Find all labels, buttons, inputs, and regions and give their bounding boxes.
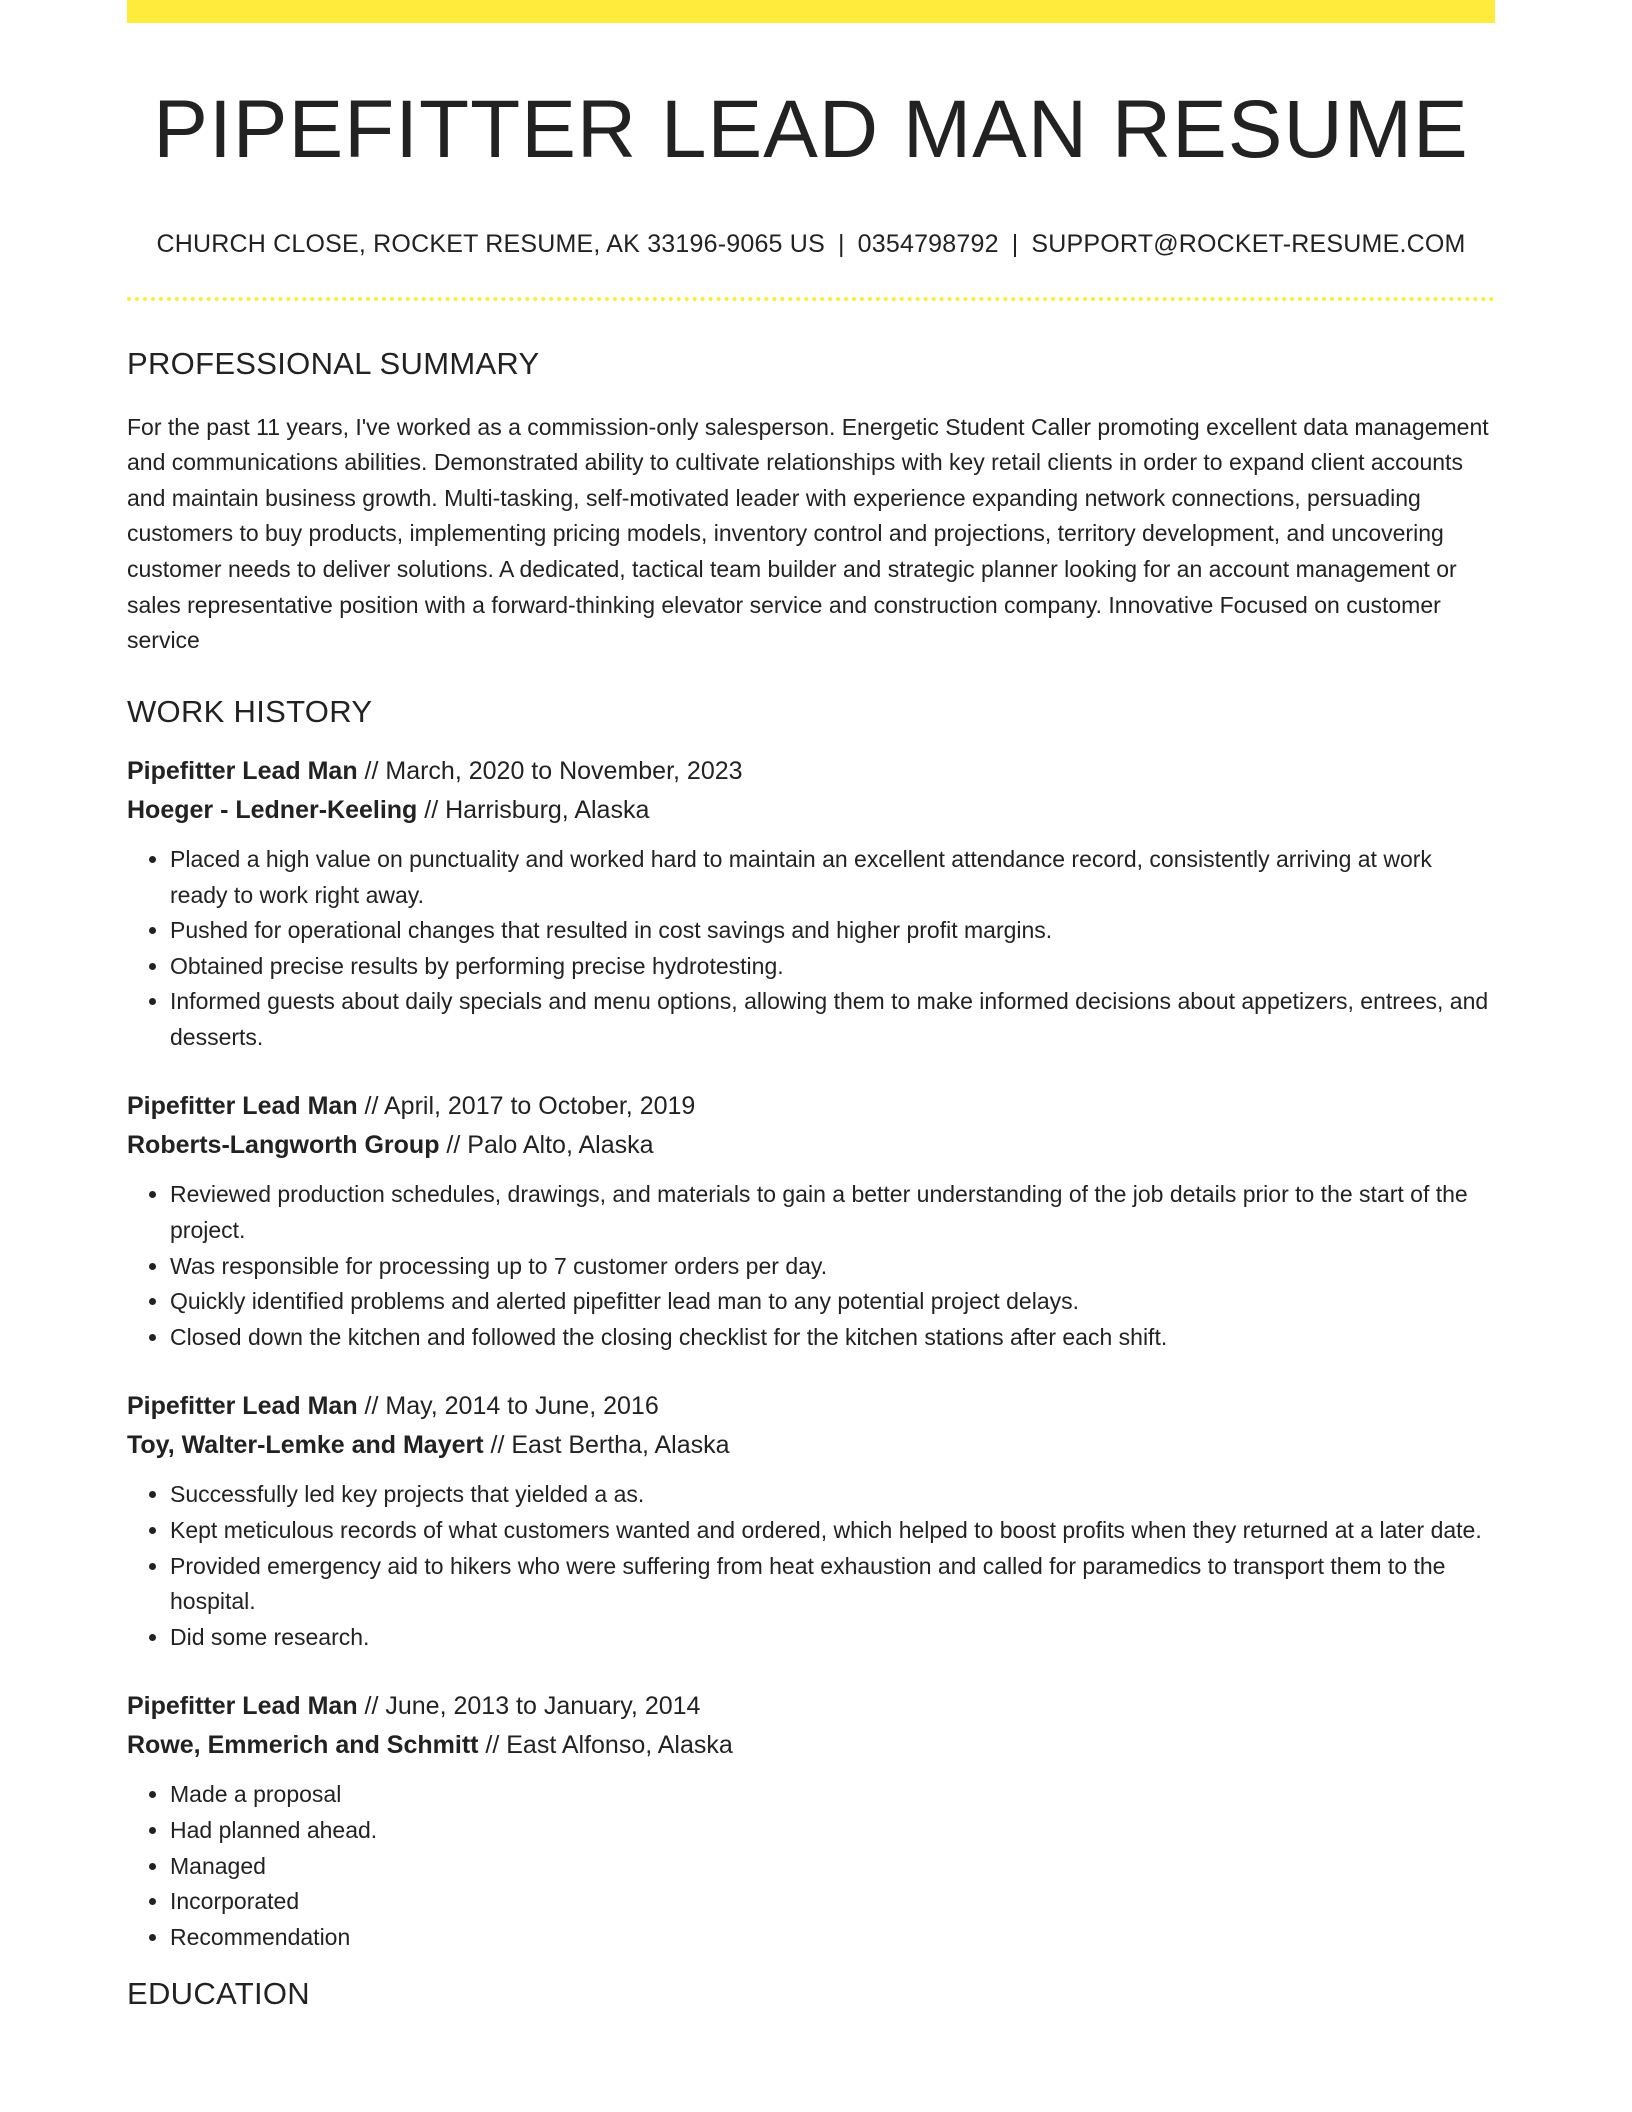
job-bullets	[127, 1477, 1495, 1655]
job-bullet: • Kept meticulous records of what customers wanted and ordered, which helped to boost profits when they returned at a later date.	[170, 1513, 1495, 1549]
contact-separator: |	[837, 230, 845, 259]
job-title: Pipefitter Lead Man	[127, 1092, 358, 1121]
job-bullet: • Recommendation	[170, 1920, 1495, 1956]
summary-text: For the past 11 years, I've worked as a commission-only salesperson. Energetic Student Caller promoting excellent data management and communications abilities. Demonstrated ability to cultivate relationships with key retail clients in order to expand client accounts and maintain business growth. Multi-tasking, self-motivated leader with experience expanding network connections, persuading customers to buy products, implementing pricing models, inventory control and projections, territory development, and uncovering customer needs to deliver solutions. A dedicated, tactical team builder and strategic planner looking for an account management or sales representative position with a forward-thinking elevator service and construction company. Innovative Focused on customer service	[127, 413, 1489, 654]
job-dates: // May, 2014 to June, 2016	[357, 1392, 659, 1421]
job-dates: // April, 2017 to October, 2019	[357, 1092, 696, 1121]
job-bullet: • Informed guests about daily specials and menu options, allowing them to make informed decisions about appetizers, entrees, and desserts.	[170, 984, 1495, 1055]
contact-phone: 0354798792	[857, 230, 999, 259]
education-heading: EDUCATION	[127, 1976, 310, 2012]
job-title: Pipefitter Lead Man	[127, 1392, 358, 1421]
contact-email: SUPPORT@ROCKET-RESUME.COM	[1031, 230, 1466, 259]
job-bullet: • Placed a high value on punctuality and worked hard to maintain an excellent attendance record, consistently arriving at work ready to work right away.	[170, 842, 1495, 913]
job-bullet: • Pushed for operational changes that resulted in cost savings and higher profit margins.	[170, 913, 1495, 949]
job-company-line	[127, 791, 1495, 830]
job-location: // Palo Alto, Alaska	[439, 1131, 654, 1160]
job-bullet: • Made a proposal	[170, 1777, 1495, 1813]
job-bullet: • Closed down the kitchen and followed the closing checklist for the kitchen stations after each shift.	[170, 1320, 1495, 1356]
job-company-line	[127, 1126, 1495, 1165]
job-bullet: • Provided emergency aid to hikers who were suffering from heat exhaustion and called for paramedics to transport them to the hospital.	[170, 1549, 1495, 1620]
job-dates: // March, 2020 to November, 2023	[357, 756, 743, 785]
job-title-line	[127, 1687, 1495, 1726]
job-bullet: • Incorporated	[170, 1884, 1495, 1920]
job-location: // East Alfonso, Alaska	[478, 1731, 733, 1760]
accent-bar	[127, 0, 1495, 23]
job-entry	[127, 1087, 1495, 1355]
job-bullet: • Obtained precise results by performing precise hydrotesting.	[170, 949, 1495, 985]
job-bullet: • Managed	[170, 1849, 1495, 1885]
summary-heading: PROFESSIONAL SUMMARY	[127, 346, 540, 382]
job-bullet: • Successfully led key projects that yielded a as.	[170, 1477, 1495, 1513]
job-entry	[127, 1387, 1495, 1655]
job-company: Toy, Walter-Lemke and Mayert	[127, 1431, 484, 1460]
job-bullets	[127, 842, 1495, 1056]
job-location: // Harrisburg, Alaska	[417, 795, 650, 824]
job-company: Rowe, Emmerich and Schmitt	[127, 1731, 479, 1760]
work-history-heading: WORK HISTORY	[127, 693, 373, 729]
job-title-line	[127, 1387, 1495, 1426]
job-bullets	[127, 1777, 1495, 1955]
job-title-line	[127, 1087, 1495, 1126]
job-bullet: • Quickly identified problems and alerted pipefitter lead man to any potential project delays.	[170, 1284, 1495, 1320]
job-title: Pipefitter Lead Man	[127, 756, 358, 785]
job-location: // East Bertha, Alaska	[483, 1431, 730, 1460]
job-title-line	[127, 752, 1495, 791]
resume-page	[127, 0, 1495, 2013]
job-dates: // June, 2013 to January, 2014	[357, 1692, 701, 1721]
job-company: Hoeger - Ledner-Keeling	[127, 795, 418, 824]
job-bullet: • Was responsible for processing up to 7 customer orders per day.	[170, 1249, 1495, 1285]
contact-line	[127, 229, 1495, 259]
job-entry	[127, 752, 1495, 1056]
contact-address: CHURCH CLOSE, ROCKET RESUME, AK 33196-9065 US	[156, 230, 825, 259]
resume-title: PIPEFITTER LEAD MAN RESUME	[153, 84, 1469, 175]
job-bullets	[127, 1177, 1495, 1355]
job-bullet: • Had planned ahead.	[170, 1813, 1495, 1849]
contact-separator: |	[1011, 230, 1019, 259]
dotted-divider	[127, 297, 1495, 301]
job-company-line	[127, 1726, 1495, 1765]
job-company-line	[127, 1426, 1495, 1465]
job-title: Pipefitter Lead Man	[127, 1692, 358, 1721]
job-bullet: • Reviewed production schedules, drawings, and materials to gain a better understanding of the job details prior to the start of the project.	[170, 1177, 1495, 1248]
job-bullet: • Did some research.	[170, 1620, 1495, 1656]
job-company: Roberts-Langworth Group	[127, 1131, 440, 1160]
job-entry	[127, 1687, 1495, 1955]
